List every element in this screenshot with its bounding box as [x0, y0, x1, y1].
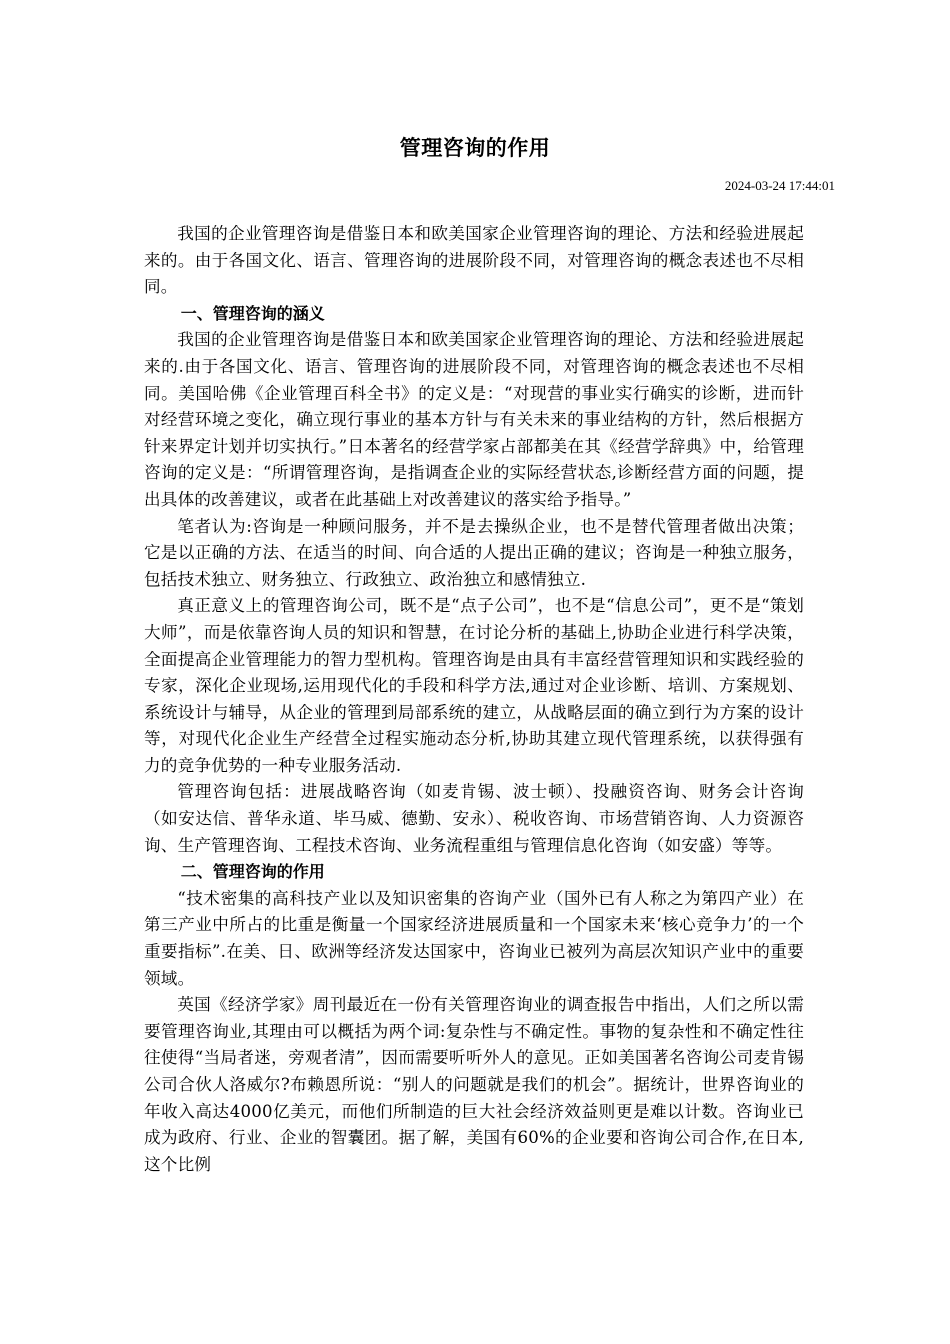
paragraph: 管理咨询包括：进展战略咨询（如麦肯锡、波士顿）、投融资咨询、财务会计咨询（如安达信、普华永道、毕马威、德勤、安永）、税收咨询、市场营销咨询、人力资源咨询、生产管理咨询、工程技术咨询、业务流程重组与管理信息化咨询（如安盛）等等。 [144, 782, 804, 855]
page-title: 管理咨询的作用 [399, 136, 551, 160]
paragraph: 英国《经济学家》周刊最近在一份有关管理咨询业的调查报告中指出，人们之所以需要管理咨询业,其理由可以概括为两个词:复杂性与不确定性。事物的复杂性和不确定性往往使得“当局者迷，旁观者清”，因而需要听听外人的意见。正如美国著名咨询公司麦肯锡公司合伙人洛威尔?布赖恩所说：“别人的问题就是我们的机会”。据统计，世界咨询业的年收入高达4000亿美元，而他们所制造的巨大社会经济效益则更是难以计数。咨询业已成为政府、行业、企业的智囊团。据了解，美国有60%的企业要和咨询公司合作,在日本,这个比例 [144, 995, 804, 1174]
section-heading: 二、管理咨询的作用 [180, 862, 325, 882]
section-heading: 一、管理咨询的涵义 [180, 303, 325, 323]
paragraph: 笔者认为:咨询是一种顾问服务，并不是去操纵企业，也不是替代管理者做出决策；它是以正确的方法、在适当的时间、向合适的人提出正确的建议；咨询是一种独立服务，包括技术独立、财务独立、行政独立、政治独立和感情独立. [144, 516, 804, 589]
document-body [144, 221, 804, 1178]
timestamp: 2024-03-24 17:44:01 [724, 178, 835, 193]
paragraph: 我国的企业管理咨询是借鉴日本和欧美国家企业管理咨询的理论、方法和经验进展起来的.由于各国文化、语言、管理咨询的进展阶段不同，对管理咨询的概念表述也不尽相同。美国哈佛《企业管理百科全书》的定义是：“对现营的事业实行确实的诊断，进而针对经营环境之变化，确立现行事业的基本方针与有关未来的事业结构的方针，然后根据方针来界定计划并切实执行。”日本著名的经营学家占部都美在其《经营学辞典》中，给管理咨询的定义是：“所谓管理咨询，是指调查企业的实际经营状态,诊断经营方面的问题，提出具体的改善建议，或者在此基础上对改善建议的落实给予指导。” [144, 330, 804, 509]
paragraph: 真正意义上的管理咨询公司，既不是“点子公司”，也不是“信息公司”，更不是“策划大师”，而是依靠咨询人员的知识和智慧，在讨论分析的基础上,协助企业进行科学决策，全面提高企业管理能力的智力型机构。管理咨询是由具有丰富经营管理知识和实践经验的专家，深化企业现场,运用现代化的手段和科学方法,通过对企业诊断、培训、方案规划、系统设计与辅导，从企业的管理到局部系统的建立，从战略层面的确立到行为方案的设计等，对现代化企业生产经营全过程实施动态分析,协助其建立现代管理系统，以获得强有力的竞争优势的一种专业服务活动. [144, 596, 804, 775]
paragraph: 我国的企业管理咨询是借鉴日本和欧美国家企业管理咨询的理论、方法和经验进展起来的。由于各国文化、语言、管理咨询的进展阶段不同，对管理咨询的概念表述也不尽相同。 [144, 224, 804, 297]
paragraph: “技术密集的高科技产业以及知识密集的咨询产业（国外已有人称之为第四产业）在第三产业中所占的比重是衡量一个国家经济进展质量和一个国家未来‘核心竞争力’的一个重要指标”.在美、日、欧洲等经济发达国家中，咨询业已被列为高层次知识产业中的重要领域。 [144, 888, 804, 988]
